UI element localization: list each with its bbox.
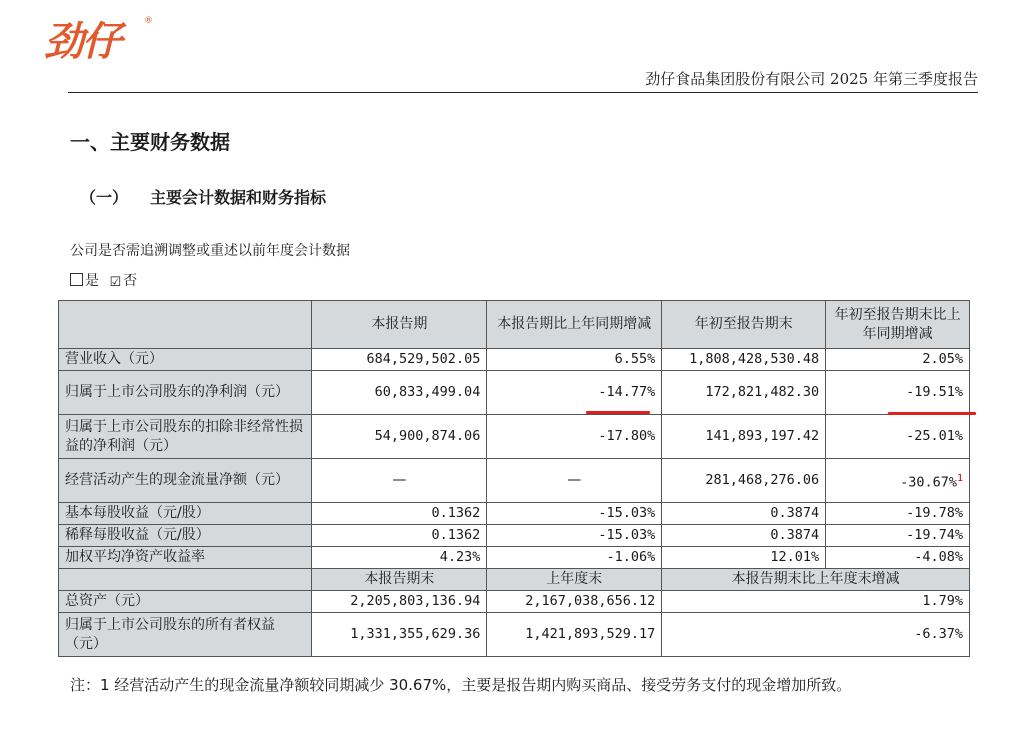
cell-value: -15.03% <box>487 503 662 525</box>
subsection-heading <box>80 185 326 208</box>
cell-value: 172,821,482.30 <box>662 371 826 415</box>
table-row <box>59 349 970 371</box>
checkbox-yes <box>70 273 83 286</box>
cell-value: — <box>487 459 662 503</box>
registered-mark: ® <box>144 16 153 26</box>
row-label: 稀释每股收益（元/股） <box>59 525 312 547</box>
cell-value: -25.01% <box>826 415 970 459</box>
header-cell: 本报告期比上年同期增减 <box>487 301 662 349</box>
row-label: 营业收入（元） <box>59 349 312 371</box>
table-row <box>59 503 970 525</box>
row-label: 归属于上市公司股东的所有者权益（元） <box>59 613 312 657</box>
cell-value: 1,421,893,529.17 <box>487 613 662 657</box>
cell-value: -1.06% <box>487 547 662 569</box>
table-subheader-row <box>59 569 970 591</box>
red-underline-annotation <box>888 412 976 415</box>
subsection-number: （一） <box>80 188 129 207</box>
cell-value: 60,833,499.04 <box>312 371 487 415</box>
table-row <box>59 415 970 459</box>
cell-value: 0.3874 <box>662 503 826 525</box>
table-row <box>59 591 970 613</box>
restatement-question: 公司是否需追溯调整或重述以前年度会计数据 <box>70 243 350 259</box>
cell-value: -19.74% <box>826 525 970 547</box>
header-cell: 本报告期末比上年度末增减 <box>662 569 970 591</box>
report-header-title: 劲仔食品集团股份有限公司 2025 年第三季度报告 <box>645 70 978 88</box>
header-cell: 本报告期 <box>312 301 487 349</box>
cell-value: 2.05% <box>826 349 970 371</box>
cell-value: 1,331,355,629.36 <box>312 613 487 657</box>
financial-data-table <box>58 300 970 657</box>
cell-value: -14.77% <box>487 371 662 415</box>
cell-value-with-note <box>826 459 970 503</box>
cell-value: 12.01% <box>662 547 826 569</box>
row-label: 基本每股收益（元/股） <box>59 503 312 525</box>
logo-text: 劲仔 <box>44 19 120 65</box>
cell-value: 684,529,502.05 <box>312 349 487 371</box>
restatement-options <box>70 270 143 290</box>
subsection-title: 主要会计数据和财务指标 <box>150 188 327 207</box>
cell-value: -19.51% <box>826 371 970 415</box>
footnote-mark: 1 <box>956 472 963 484</box>
header-cell <box>59 301 312 349</box>
option-no-label: 否 <box>123 273 138 289</box>
header-divider <box>68 92 978 93</box>
cell-value: — <box>312 459 487 503</box>
cell-value: -17.80% <box>487 415 662 459</box>
cell-value: 0.1362 <box>312 503 487 525</box>
cell-value: 6.55% <box>487 349 662 371</box>
row-label: 加权平均净资产收益率 <box>59 547 312 569</box>
company-logo <box>44 14 154 70</box>
header-cell: 年初至报告期末 <box>662 301 826 349</box>
cell-value: -4.08% <box>826 547 970 569</box>
table-row <box>59 459 970 503</box>
header-cell: 本报告期末 <box>312 569 487 591</box>
cell-value: 2,167,038,656.12 <box>487 591 662 613</box>
cell-value: 1.79% <box>662 591 970 613</box>
option-yes-label: 是 <box>85 273 99 289</box>
table-row <box>59 613 970 657</box>
checkbox-no: ☑ <box>109 275 122 290</box>
table-row <box>59 547 970 569</box>
cell-value: 2,205,803,136.94 <box>312 591 487 613</box>
table-footnote: 注：1 经营活动产生的现金流量净额较同期减少 30.67%，主要是报告期内购买商品、接受劳务支付的现金增加所致。 <box>70 676 852 694</box>
header-cell: 年初至报告期末比上年同期增减 <box>826 301 970 349</box>
cell-value: -15.03% <box>487 525 662 547</box>
table-row <box>59 525 970 547</box>
row-label: 总资产（元） <box>59 591 312 613</box>
row-label: 归属于上市公司股东的扣除非经常性损益的净利润（元） <box>59 415 312 459</box>
cell-value: 0.1362 <box>312 525 487 547</box>
cell-value: -6.37% <box>662 613 970 657</box>
header-cell <box>59 569 312 591</box>
header-cell: 上年度末 <box>487 569 662 591</box>
cell-value: 281,468,276.06 <box>662 459 826 503</box>
row-label: 归属于上市公司股东的净利润（元） <box>59 371 312 415</box>
cell-value: 1,808,428,530.48 <box>662 349 826 371</box>
cell-value: 141,893,197.42 <box>662 415 826 459</box>
row-label: 经营活动产生的现金流量净额（元） <box>59 459 312 503</box>
section-heading: 一、主要财务数据 <box>70 130 230 154</box>
cell-value: 0.3874 <box>662 525 826 547</box>
cell-value: -19.78% <box>826 503 970 525</box>
cell-value: 54,900,874.06 <box>312 415 487 459</box>
red-underline-annotation <box>586 411 650 414</box>
cell-value: 4.23% <box>312 547 487 569</box>
cell-value: -30.67% <box>900 474 957 491</box>
table-row <box>59 371 970 415</box>
table-header-row <box>59 301 970 349</box>
